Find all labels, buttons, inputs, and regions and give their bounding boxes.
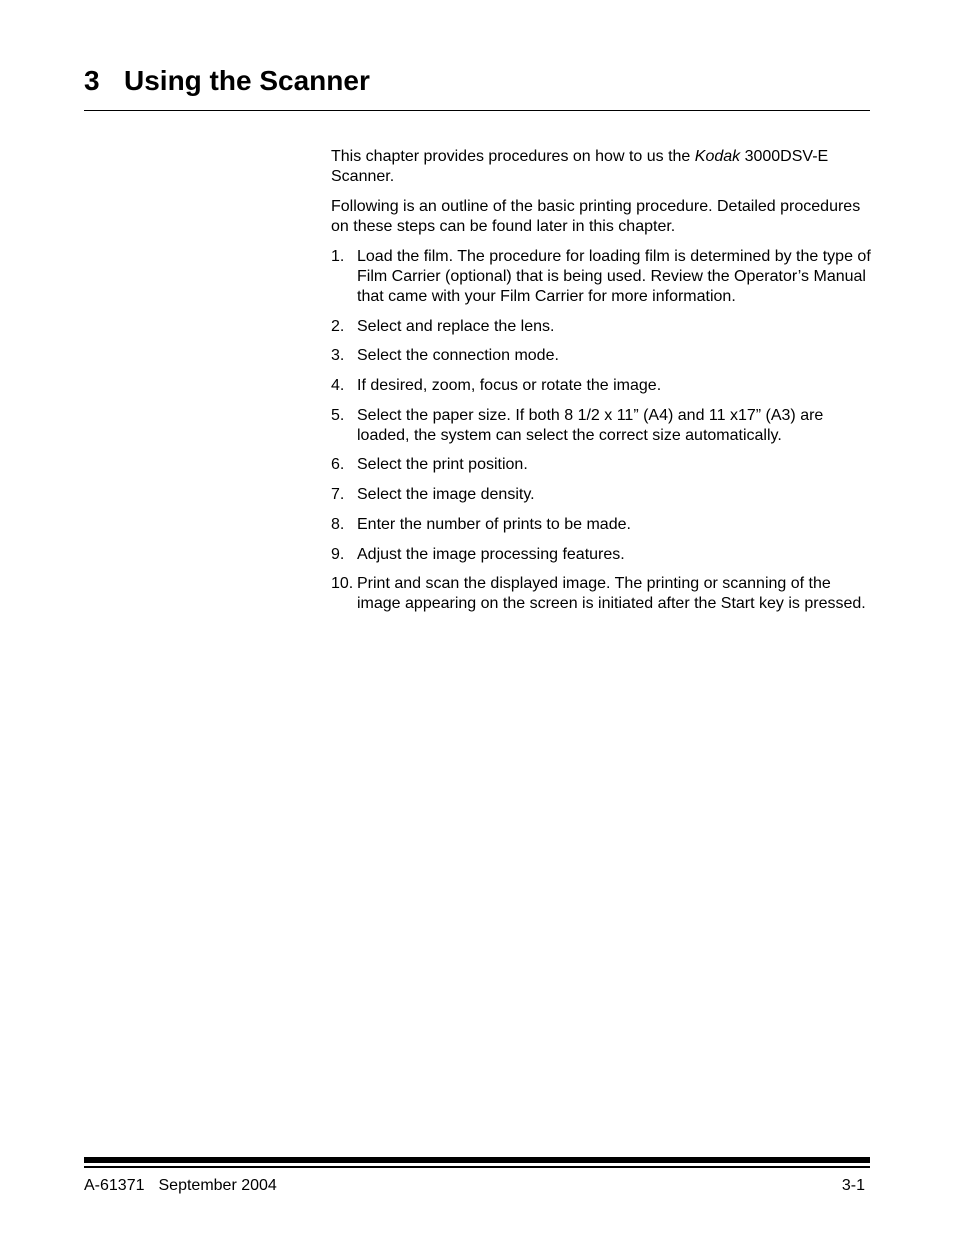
step-text: Select the image density.	[357, 486, 535, 504]
footer-rule-thin	[84, 1166, 870, 1168]
title-rule	[84, 110, 870, 111]
step-text: Adjust the image processing features.	[357, 545, 625, 563]
body-column	[331, 147, 871, 624]
step-item	[331, 247, 871, 307]
step-item	[331, 545, 871, 565]
footer-doc-info	[84, 1176, 277, 1196]
footer-rule-thick	[84, 1157, 870, 1163]
brand-name: Kodak	[694, 148, 741, 165]
chapter-heading	[84, 62, 370, 100]
step-number: 4.	[331, 377, 345, 395]
outline-paragraph: Following is an outline of the basic printing procedure. Detailed procedures on these steps can be found later in this chapter.	[331, 198, 861, 235]
step-item	[331, 455, 871, 475]
chapter-title: Using the Scanner	[124, 65, 370, 96]
step-text: Select the connection mode.	[357, 347, 559, 365]
intro-text-end: 3000DSV-E Scanner.	[331, 148, 829, 185]
step-item	[331, 515, 871, 535]
step-text: Select and replace the lens.	[357, 317, 555, 335]
step-number: 9.	[331, 545, 345, 563]
step-number: 6.	[331, 456, 345, 474]
step-item	[331, 485, 871, 505]
step-number: 7.	[331, 486, 345, 504]
intro-paragraph	[331, 147, 871, 187]
step-number: 2.	[331, 317, 345, 335]
chapter-number: 3	[84, 65, 100, 96]
footer-page-number: 3-1	[841, 1177, 865, 1194]
step-item	[331, 406, 871, 446]
step-text: Select the print position.	[357, 456, 528, 474]
footer-doc-number: A-61371	[84, 1177, 145, 1194]
step-text: Print and scan the displayed image. The printing or scanning of the image appearing on the screen is initiated after the Start key is pressed.	[357, 575, 866, 613]
step-number: 3.	[331, 347, 345, 365]
step-number: 10.	[331, 575, 354, 593]
step-number: 8.	[331, 515, 345, 533]
procedure-steps	[331, 247, 871, 614]
step-item	[331, 346, 871, 366]
step-number: 1.	[331, 248, 345, 265]
step-text: If desired, zoom, focus or rotate the image.	[357, 377, 662, 395]
step-number: 5.	[331, 406, 345, 424]
step-item	[331, 376, 871, 396]
footer-date: September 2004	[158, 1177, 277, 1194]
step-item	[331, 574, 871, 614]
step-text: Enter the number of prints to be made.	[357, 515, 631, 533]
intro-text-start: This chapter provides procedures on how to us the	[331, 148, 695, 165]
step-text: Select the paper size. If both 8 1/2 x 11” (A4) and 11 x17” (A3) are loaded, the system can select the correct size automatically.	[357, 406, 824, 444]
step-item	[331, 317, 871, 337]
step-text: Load the film. The procedure for loading film is determined by the type of Film Carrier (optional) that is being used. Review the Operator’s Manual that came with your Film Carrier for more information.	[357, 248, 871, 305]
